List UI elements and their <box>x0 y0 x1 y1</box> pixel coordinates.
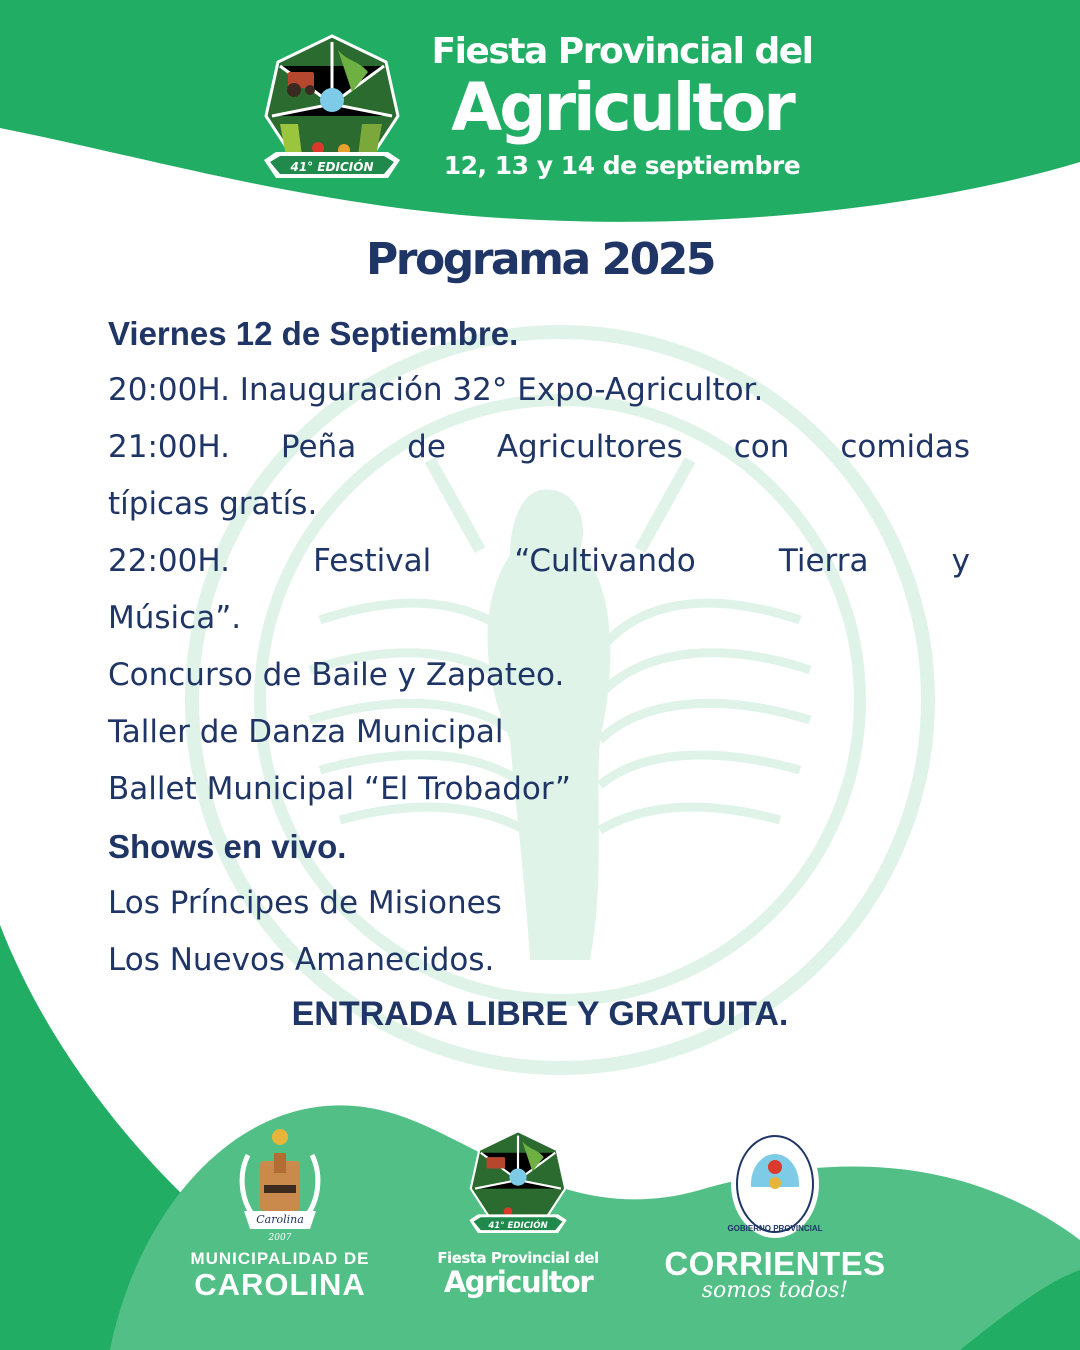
program-item: Los Nuevos Amanecidos. <box>108 942 495 978</box>
program-title: Programa 2025 <box>366 234 714 285</box>
seal-text: GOBIERNO PROVINCIAL <box>727 1224 823 1233</box>
corrientes-logo <box>655 1125 895 1303</box>
header-dates: 12, 13 y 14 de septiembre <box>443 151 801 180</box>
corrientes-name: CORRIENTES <box>664 1245 886 1282</box>
program-item: Los Príncipes de Misiones <box>108 885 502 921</box>
fiesta-agricultor-footer-logo <box>418 1125 618 1297</box>
program-item-continuation: típicas gratís. <box>108 486 318 522</box>
program-item: Ballet Municipal “El Trobador” <box>108 771 571 807</box>
program-item-continuation: Música”. <box>108 600 242 636</box>
fiesta-footer-title: Agricultor <box>443 1265 593 1299</box>
shows-heading: Shows en vivo. <box>108 828 347 865</box>
crest-text: Carolina <box>256 1213 304 1226</box>
fiesta-footer-pre-title: Fiesta Provincial del <box>437 1249 599 1267</box>
municipalidad-logo <box>175 1125 385 1301</box>
fiesta-agricultor-emblem-icon <box>258 32 406 190</box>
fiesta-agricultor-emblem-small-icon <box>465 1125 571 1245</box>
program-item: 22:00H. Festival “Cultivando Tierra y <box>108 543 970 579</box>
program-item: Taller de Danza Municipal <box>108 714 504 750</box>
header-title: Agricultor <box>451 69 793 146</box>
edition-label-small: 41° EDICIÓN <box>488 1220 548 1231</box>
program-item: 21:00H. Peña de Agricultores con comidas <box>108 429 970 465</box>
free-entry-note: ENTRADA LIBRE Y GRATUITA. <box>291 995 789 1033</box>
corrientes-slogan: somos todos! <box>701 1278 849 1303</box>
header-title-block <box>412 30 832 186</box>
program-item: Concurso de Baile y Zapateo. <box>108 657 565 693</box>
header-pre-title: Fiesta Provincial del <box>431 31 813 72</box>
municipalidad-name: CAROLINA <box>194 1267 366 1302</box>
municipalidad-carolina-crest-icon <box>230 1125 330 1245</box>
edition-label: 41° EDICIÓN <box>290 160 374 174</box>
program-list <box>108 305 970 989</box>
crest-year: 2007 <box>268 1233 292 1243</box>
gobierno-provincial-seal-icon <box>725 1125 825 1243</box>
day-heading: Viernes 12 de Septiembre. <box>108 315 519 352</box>
program-item: 20:00H. Inauguración 32° Expo-Agricultor. <box>108 372 764 408</box>
municipalidad-label: MUNICIPALIDAD DE <box>190 1249 370 1268</box>
